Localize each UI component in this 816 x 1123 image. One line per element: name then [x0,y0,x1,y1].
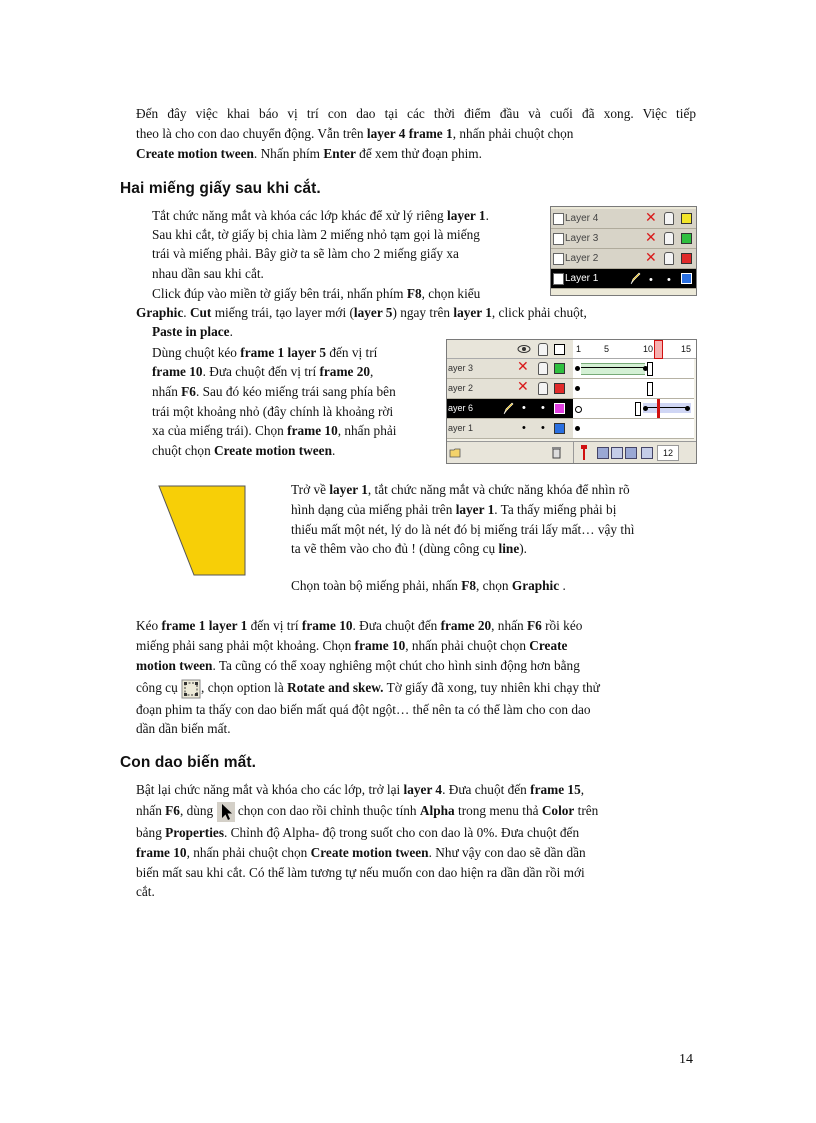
text-bold: Create motion tween [310,845,429,860]
text: rồi kéo [541,618,583,633]
text-bold: Cut [189,305,212,320]
text: đến vị trí [247,618,302,633]
para5-line2 [136,636,696,656]
layer-name: Layer 3 [565,233,599,244]
empty-keyframe[interactable] [575,406,582,413]
outline-color-swatch[interactable] [681,253,692,264]
text: trái một khoảng nhỏ (đây chính là khoảng rời [152,404,394,419]
section-heading-2: Con dao biến mất. [120,754,257,771]
text: , [580,782,585,797]
text: , tắt chức năng mắt và chức năng khóa để nhìn rõ [367,482,630,497]
text: cắt. [136,884,155,899]
visible-dot-icon[interactable]: • [649,274,653,286]
text: trái và miếng phải. Bây giờ ta sẽ làm cho 2 miếng giấy xa [152,246,459,261]
end-frame [647,382,653,396]
frames-track[interactable] [573,359,694,378]
center-frame-icon[interactable] [580,445,588,460]
tween-arrow [581,367,645,368]
para4-line5 [291,576,696,596]
text-bold: frame 10 [354,638,406,653]
section-heading-1: Hai miếng giấy sau khi cắt. [120,180,321,197]
hide-x-icon[interactable]: ✕ [645,250,657,266]
hide-x-icon[interactable]: ✕ [645,210,657,226]
text: nhau dần sau khi cắt. [152,266,264,281]
playhead-marker[interactable] [654,340,663,359]
text-bold: frame 20 [319,364,371,379]
timeline-layer-1[interactable] [447,419,694,439]
text: chọn con dao rồi chỉnh thuộc tính [234,803,420,818]
text: . Đưa chuột đến [442,782,531,797]
text: . Ta cũng có thể xoay nghiêng một chút cho hình sinh động hơn bằng [212,658,580,673]
para4-line2 [291,500,696,520]
text: Chọn toàn bộ miếng phải, nhấn [291,578,462,593]
text: Đến đây việc khai báo vị trí con dao tại các thời điểm đầu và cuối đã xong. Việc tiếp [136,106,696,121]
para1-line1 [136,104,696,124]
text: . [183,305,190,320]
timeline-layer-6-selected[interactable] [447,399,694,419]
para6-line6 [136,882,696,902]
text: , [370,364,374,379]
edit-multiple-icon[interactable] [625,447,637,459]
para5-line4 [136,678,696,700]
layer-name: ayer 3 [448,363,474,373]
text-bold: F8 [406,286,422,301]
end-frame [635,402,641,416]
text-bold: frame 10 [152,364,203,379]
text-bold: frame 15 [530,782,581,797]
text-bold: layer 1 [455,502,495,517]
para6-line4 [136,843,696,863]
hide-x-icon[interactable]: ✕ [517,359,529,375]
text-bold: F6 [181,384,196,399]
para5-line1 [136,616,696,636]
text: trong menu thả [454,803,542,818]
text: , nhấn phải chuột chọn [452,126,574,141]
lock-icon[interactable] [664,232,674,245]
para3-line5 [152,421,444,441]
text: . Ta thấy miếng phải bị [494,502,617,517]
layer-page-icon [553,213,564,225]
ruler-label: 1 [576,344,582,354]
text-bold: frame 10 [301,618,353,633]
layer-name: ayer 1 [448,423,474,433]
text: Sau khi cắt, tờ giấy bị chia làm 2 miếng nhỏ tạm gọi là miếng [152,227,480,242]
text-bold: Properties [165,825,225,840]
keyframe[interactable] [685,406,690,411]
outline-color-swatch[interactable] [554,383,565,394]
para4-line1 [291,480,696,500]
outline-color-swatch[interactable] [554,403,565,414]
page-number: 14 [679,1052,693,1067]
text: , nhấn phải chuột chọn [405,638,530,653]
para3-line3 [152,382,444,402]
lock-icon[interactable] [664,252,674,265]
pencil-icon [502,402,514,415]
end-frame [647,362,653,376]
layer-page-icon [553,233,564,245]
text: dần dần biến mất. [136,721,231,736]
para4-line3 [291,520,696,540]
text: xa của miếng trái). Chọn [152,423,288,438]
modify-markers-icon[interactable] [641,447,653,459]
text: nhấn [152,384,182,399]
text: nhấn [136,803,166,818]
text: miếng trái, tạo layer mới ( [211,305,354,320]
folder-icon[interactable] [449,447,461,458]
text: hình dạng của miếng phải trên [291,502,456,517]
para2-line5 [152,284,554,304]
text: . [485,208,489,223]
hide-x-icon[interactable]: ✕ [645,230,657,246]
text-bold: Create [529,638,568,653]
text: ta vẽ thêm vào cho đủ ! (dùng công cụ [291,541,499,556]
text: bảng [136,825,166,840]
para1-line2 [136,124,696,144]
text: ) ngay trên [392,305,454,320]
lock-dot-icon[interactable]: • [667,274,671,286]
text-bold: Create motion tween [214,443,332,458]
layer-name: ayer 2 [448,383,474,393]
timeline-toolbar [447,441,696,464]
tween-span [581,363,645,375]
tween-arrow [645,407,689,408]
text-bold: layer 4 [403,782,443,797]
para6-line5 [136,863,696,883]
text: . [559,578,566,593]
para3-line4 [152,402,444,422]
text-bold: Create motion tween [136,146,254,161]
text-bold: Paste in place [152,324,230,339]
text: thiếu mất một nét, lý do là nét đó bị miếng trái lấy mất… vậy thì [291,522,635,537]
frame-ruler[interactable] [573,340,696,358]
text: , nhấn phải chuột chọn [186,845,311,860]
layer-row-3[interactable] [551,229,696,249]
text-bold: Rotate and skew. [287,680,384,695]
lock-dot-icon[interactable]: • [541,402,545,414]
text: ). [519,541,527,556]
para6-line1 [136,780,696,800]
text: biến mất sau khi cắt. Có thể làm tương tự nếu muốn con dao hiện ra dần dần rồi mới [136,865,585,880]
outline-color-swatch[interactable] [681,273,692,284]
text: để xem thử đoạn phim. [355,146,482,161]
text-bold: Graphic [511,578,560,593]
timeline-panel [446,339,697,464]
lock-icon[interactable] [538,362,548,375]
text: Bật lại chức năng mắt và khóa cho các lớp, trở lại [136,782,404,797]
para2-line3 [152,244,554,264]
ruler-label: 15 [681,344,692,354]
layer-name: Layer 2 [565,253,599,264]
para3-line6 [152,441,444,461]
trash-icon[interactable] [551,446,562,459]
para2-line2 [152,225,554,245]
para3-line2 [152,362,444,382]
layer-row-2[interactable] [551,249,696,269]
para1-line3 [136,144,696,164]
text-bold: layer 1 [329,482,368,497]
layer-name: ayer 6 [448,403,474,413]
text: Click đúp vào miền tờ giấy bên trái, nhấn phím [152,286,407,301]
para2-line1 [152,206,554,226]
lock-icon[interactable] [664,212,674,225]
text: . Như vậy con dao sẽ dần dần [428,845,586,860]
para3-line1 [152,343,444,363]
keyframe[interactable] [575,386,580,391]
text-bold: frame 10 [136,845,187,860]
text-bold: line [498,541,520,556]
text: , chọn kiểu [421,286,481,301]
outline-all-icon[interactable] [554,344,565,355]
text-bold: Alpha [419,803,455,818]
onion-outline-icon[interactable] [611,447,623,459]
lock-icon[interactable] [538,382,548,395]
text-bold: layer 1 [453,305,492,320]
tween-span [643,403,691,413]
keyframe[interactable] [575,426,580,431]
text: . Nhấn phím [253,146,324,161]
text: . Chỉnh độ Alpha- độ trong suốt cho con dao là 0%. Đưa chuột đến [224,825,580,840]
para2-line4 [152,264,554,284]
para5-line5 [136,700,696,720]
eye-icon[interactable] [517,344,531,354]
text: , nhấn phải [337,423,397,438]
outline-color-swatch[interactable] [554,423,565,434]
layer-row-4[interactable] [551,209,696,229]
text: Dùng chuột kéo [152,345,241,360]
para4-line4 [291,539,696,559]
text-bold: Graphic [136,305,184,320]
outline-color-swatch[interactable] [681,233,692,244]
text: , chọn option là [201,680,288,695]
keyframe[interactable] [643,406,648,411]
frames-track[interactable] [573,419,694,438]
text-bold: frame 20 [440,618,492,633]
text-bold: layer 5 [353,305,393,320]
arrow-tool-icon [217,802,235,822]
text: . [229,324,233,339]
text: miếng phải sang phải một khoảng. Chọn [136,638,355,653]
playhead-line [657,399,660,418]
text-bold: F6 [526,618,542,633]
para2-line6 [136,303,696,323]
frames-track[interactable] [573,399,694,418]
text-bold: frame 1 layer 1 [161,618,248,633]
text: chuột chọn [152,443,215,458]
para5-line6 [136,719,696,739]
para6-line2 [136,801,696,823]
text: . Đưa chuột đến vị trí [202,364,320,379]
text: , click phải chuột, [491,305,587,320]
text: , dùng [179,803,217,818]
text: theo là cho con dao chuyển động. Vẫn trên [136,126,367,141]
text: . Sau đó kéo miếng trái sang phía bên [195,384,396,399]
hide-x-icon[interactable]: ✕ [517,379,529,395]
layer-row-1-selected[interactable] [551,269,696,289]
text-bold: Color [541,803,575,818]
text: Kéo [136,618,162,633]
timeline-layer-2[interactable] [447,379,694,399]
timeline-header [447,340,696,359]
text: , nhấn [491,618,527,633]
right-piece-shape [157,484,249,578]
text: . Đưa chuột đến [352,618,441,633]
text-bold: frame 1 layer 5 [240,345,327,360]
ruler-label: 5 [604,344,610,354]
text-bold: F8 [461,578,477,593]
text-bold: layer 1 [447,208,486,223]
text-bold: motion tween [136,658,213,673]
text-bold: Enter [323,146,356,161]
lock-all-icon[interactable] [538,343,548,356]
current-frame-readout: 12 [657,445,679,461]
text: trên [574,803,599,818]
outline-color-swatch[interactable] [681,213,692,224]
divider [573,442,574,464]
text: Trở về [291,482,330,497]
text: Tắt chức năng mắt và khóa các lớp khác để xử lý riêng [152,208,448,223]
outline-color-swatch[interactable] [554,363,565,374]
text: . [331,443,336,458]
visible-dot-icon[interactable]: • [522,422,526,434]
layers-panel [550,206,697,296]
frames-track[interactable] [573,379,694,398]
layer-page-icon [553,273,564,285]
free-transform-icon [181,679,201,699]
text: công cụ [136,680,182,695]
text: đến vị trí [326,345,378,360]
layer-name: Layer 1 [565,273,599,284]
visible-dot-icon[interactable]: • [522,402,526,414]
text-bold: layer 4 frame 1 [366,126,453,141]
layer-name: Layer 4 [565,213,599,224]
text-bold: F6 [165,803,180,818]
text: Tờ giấy đã xong, tuy nhiên khi chạy thử [383,680,600,695]
ruler-label: 10 [643,344,654,354]
timeline-layer-3[interactable] [447,359,694,379]
para6-line3 [136,823,696,843]
text: , chọn [476,578,512,593]
text-bold: frame 10 [287,423,338,438]
lock-dot-icon[interactable]: • [541,422,545,434]
onion-skin-icon[interactable] [597,447,609,459]
text: đoạn phim ta thấy con dao biến mất quá đột ngột… thế nên ta có thể làm cho con dao [136,702,591,717]
para5-line3 [136,656,696,676]
layer-page-icon [553,253,564,265]
keyframe[interactable] [575,366,580,371]
pencil-icon [629,272,641,285]
